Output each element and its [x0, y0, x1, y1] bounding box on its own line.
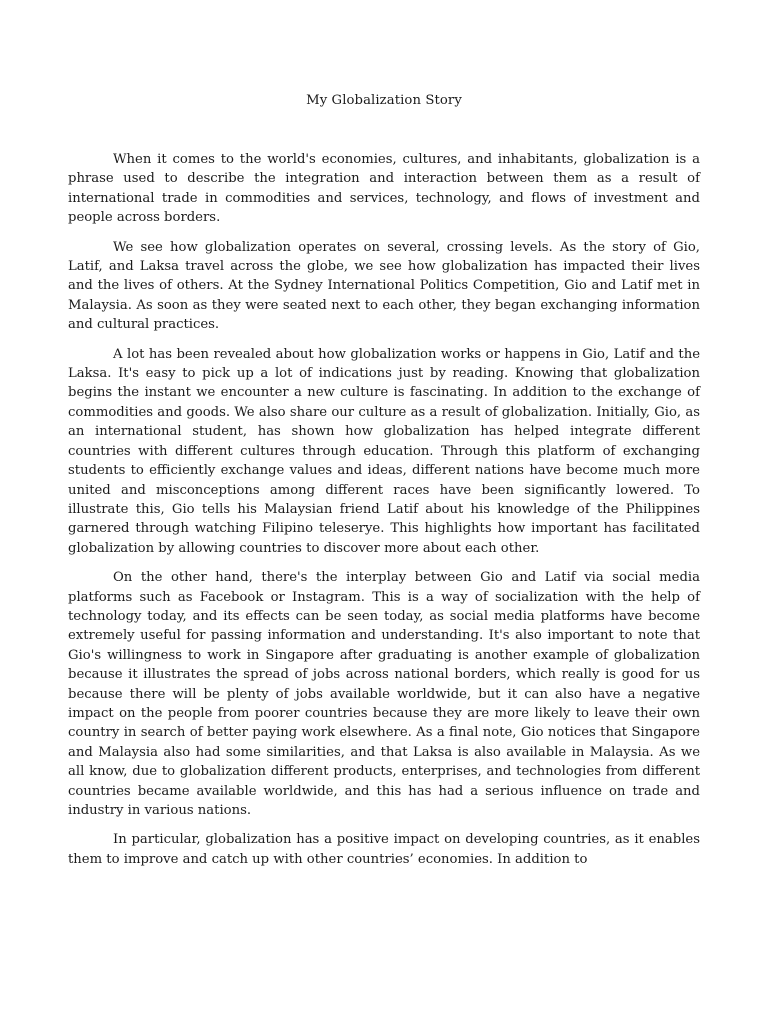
paragraph-4: On the other hand, there's the interplay between Gio and Latif via social media platforms such as Facebook or Instagram. This is a way of socialization with the help of technology today, and its effects can be seen today, as social media platforms have become extremely useful for passing information and understanding. It's also important to note that Gio's willingness to work in Singapore after graduating is another example of globalization because it illustrates the spread of jobs across national borders, which really is good for us because there will be plenty of jobs available worldwide, but it can also have a negative impact on the people from poorer countries because they are more likely to leave their own country in search of better paying work elsewhere. As a final note, Gio notices that Singapore and Malaysia also had some similarities, and that Laksa is also available in Malaysia. As we all know, due to globalization different products, enterprises, and technologies from different countries became available worldwide, and this has had a serious influence on trade and industry in various nations.: [68, 570, 700, 818]
paragraph-1: When it comes to the world's economies, cultures, and inhabitants, globalization is a phrase used to describe the integration and interaction between them as a result of international trade in commodities and services, technology, and flows of investment and people across borders.: [68, 152, 700, 226]
paragraph-3: A lot has been revealed about how globalization works or happens in Gio, Latif and the Laksa. It's easy to pick up a lot of indications just by reading. Knowing that globalization begins the instant we encounter a new culture is fascinating. In addition to the exchange of commodities and goods. We also share our culture as a result of globalization. Initially, Gio, as an international student, has shown how globalization has helped integrate different countries with different cultures through education. Through this platform of exchanging students to efficiently exchange values and ideas, different nations have become much more united and misconceptions among different races have been significantly lowered. To illustrate this, Gio tells his Malaysian friend Latif about his knowledge of the Philippines garnered through watching Filipino teleserye. This highlights how important has facilitated globalization by allowing countries to discover more about each other.: [68, 346, 700, 556]
paragraph-5: In particular, globalization has a positive impact on developing countries, as it enables them to improve and catch up with other countries’ economies. In addition to: [68, 832, 700, 867]
document-title: My Globalization Story: [306, 93, 462, 108]
document-body: [68, 150, 700, 879]
paragraph-2: We see how globalization operates on several, crossing levels. As the story of Gio, Latif, and Laksa travel across the globe, we see how globalization has impacted their lives and the lives of others. At the Sydney International Politics Competition, Gio and Latif met in Malaysia. As soon as they were seated next to each other, they began exchanging information and cultural practices.: [68, 239, 700, 333]
